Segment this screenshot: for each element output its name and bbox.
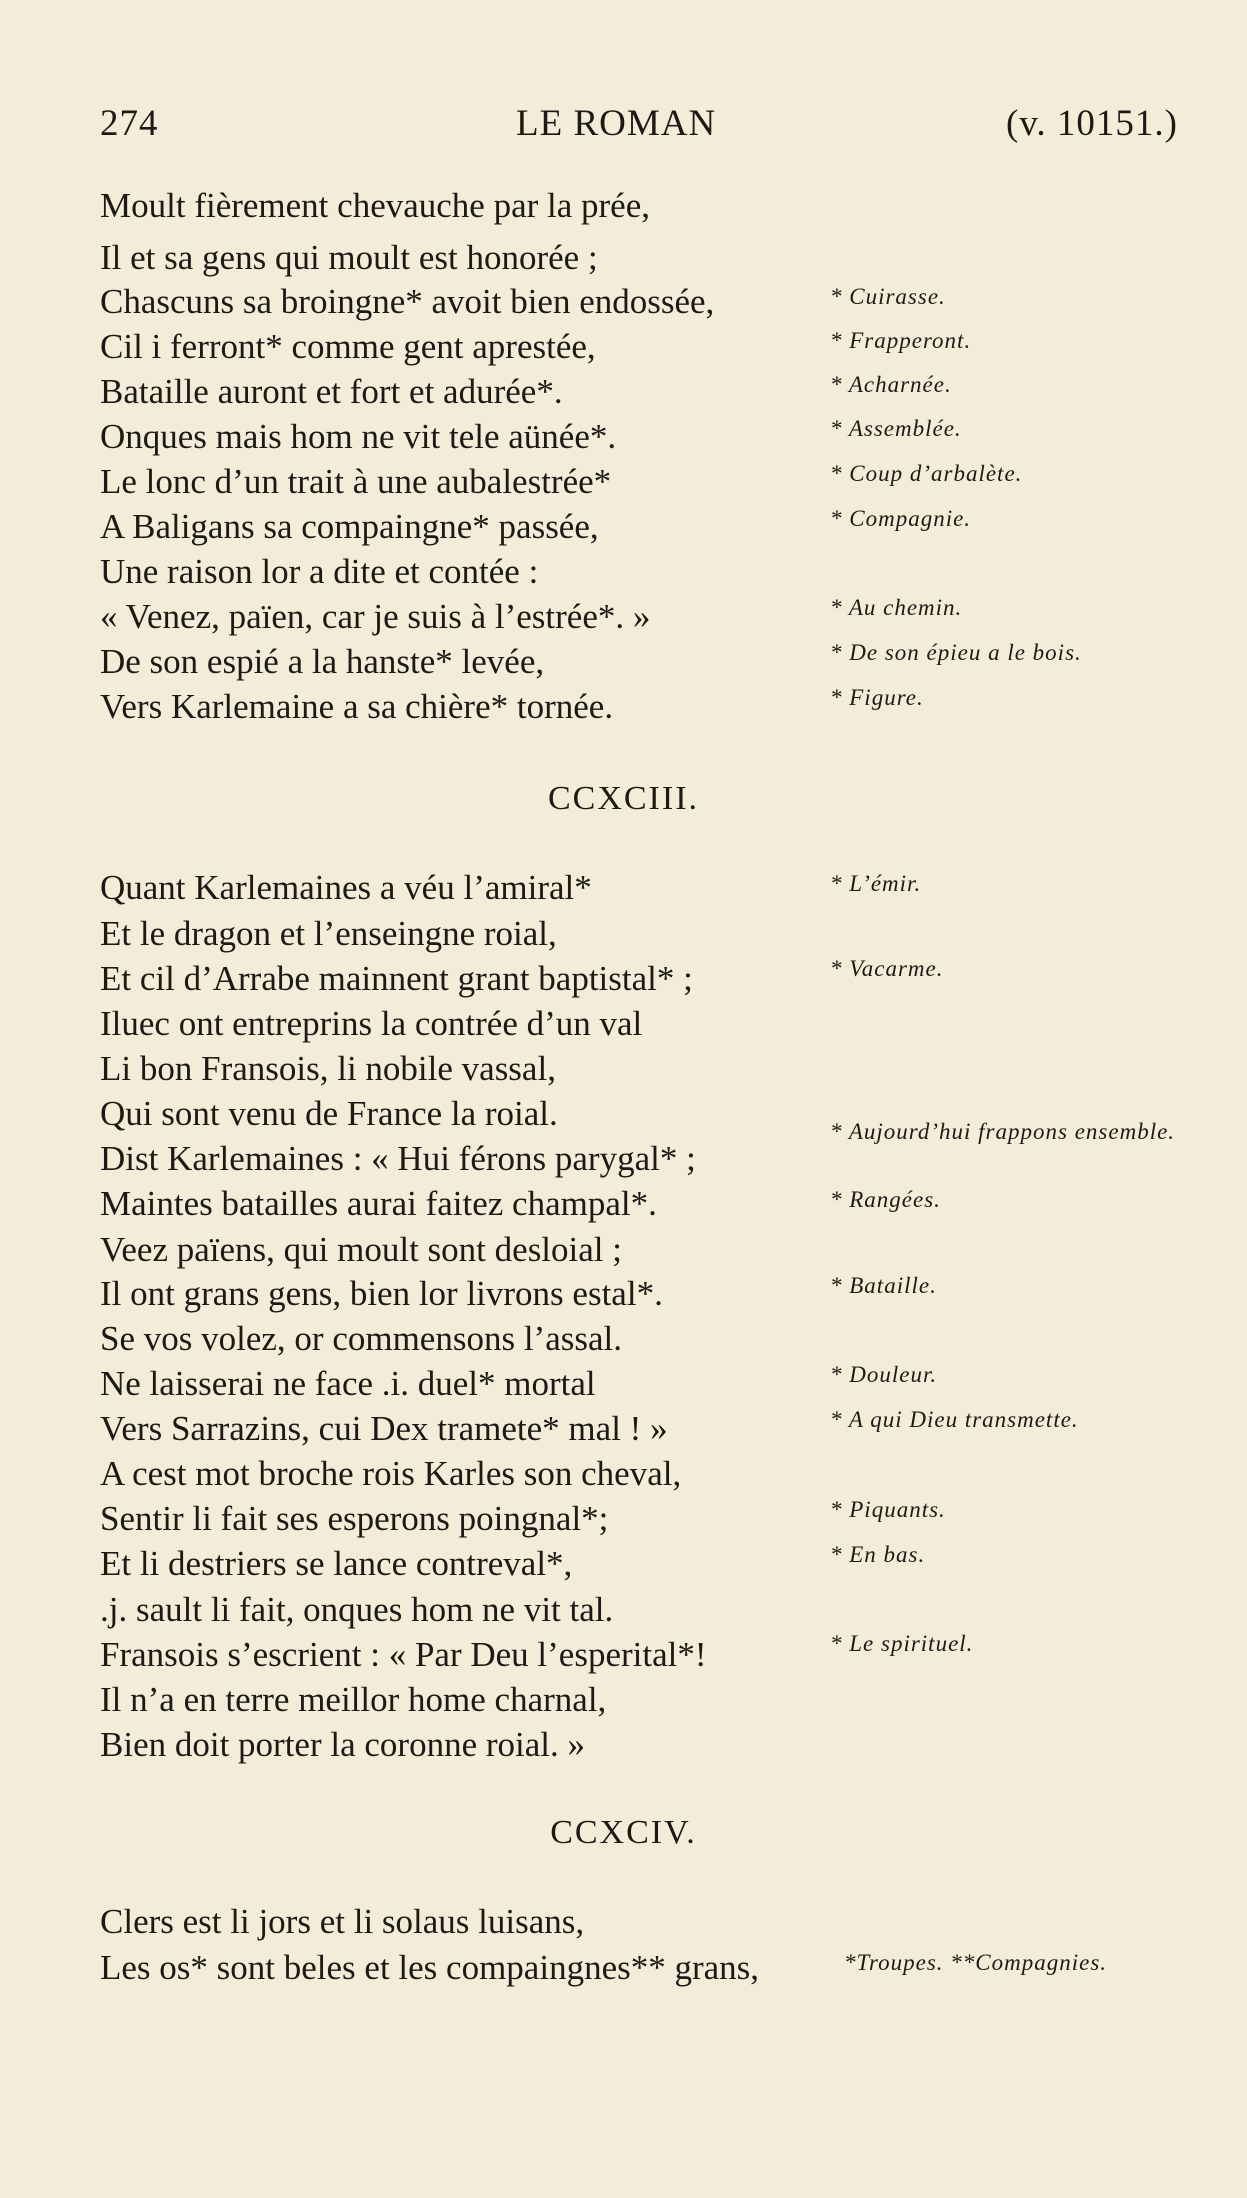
verse-line: Veez païens, qui moult sont desloial ;	[100, 1230, 622, 1269]
gloss-note: * Le spirituel.	[830, 1631, 974, 1656]
verse-line: Et le dragon et l’enseingne roial,	[100, 914, 557, 953]
verse-line: Et li destriers se lance contreval*,	[100, 1544, 573, 1583]
gloss-note: * Douleur.	[830, 1362, 938, 1387]
gloss-note: * Vacarme.	[830, 956, 944, 981]
verse-line: Sentir li fait ses esperons poingnal*;	[100, 1499, 609, 1538]
verse-line: Vers Karlemaine a sa chière* tornée.	[100, 687, 614, 726]
running-title: LE ROMAN	[516, 103, 717, 144]
gloss-note: *Troupes. **Compagnies.	[844, 1950, 1108, 1975]
gloss-note: * Acharnée.	[830, 372, 952, 397]
verse-line: Il et sa gens qui moult est honorée ;	[100, 238, 598, 277]
page-number: 274	[100, 103, 159, 144]
verse-line: Vers Sarrazins, cui Dex tramete* mal ! »	[100, 1409, 668, 1448]
verse-line: Li bon Fransois, li nobile vassal,	[100, 1049, 556, 1088]
verse-line: Qui sont venu de France la roial.	[100, 1094, 558, 1133]
gloss-note: * L’émir.	[830, 871, 922, 896]
gloss-note: * Assemblée.	[830, 416, 962, 441]
verse-line: « Venez, païen, car je suis à l’estrée*. »	[100, 597, 651, 636]
verse-line: Dist Karlemaines : « Hui férons parygal* ;	[100, 1139, 696, 1178]
verse-line: Il n’a en terre meillor home charnal,	[100, 1680, 607, 1719]
gloss-note: * En bas.	[830, 1542, 926, 1567]
verse-line: Se vos volez, or commensons l’assal.	[100, 1319, 622, 1358]
verse-line: A cest mot broche rois Karles son cheval,	[100, 1454, 682, 1493]
verse-line: Bien doit porter la coronne roial. »	[100, 1725, 585, 1764]
gloss-note: * Aujourd’hui frappons ensemble.	[830, 1119, 1176, 1144]
verse-line: De son espié a la hanste* levée,	[100, 642, 545, 681]
gloss-note: * Cuirasse.	[830, 284, 946, 309]
verse-reference: (v. 10151.)	[1006, 103, 1178, 144]
gloss-note: * Piquants.	[830, 1497, 946, 1522]
gloss-note: * De son épieu a le bois.	[830, 640, 1082, 665]
verse-line: Onques mais hom ne vit tele aünée*.	[100, 417, 617, 456]
verse-line: Iluec ont entreprins la contrée d’un val	[100, 1004, 643, 1043]
stanza-heading: CCXCIII.	[547, 780, 700, 817]
verse-line: Cil i ferront* comme gent aprestée,	[100, 327, 596, 366]
gloss-note: * A qui Dieu transmette.	[830, 1407, 1079, 1432]
gloss-note: * Au chemin.	[830, 595, 963, 620]
verse-line: A Baligans sa compaingne* passée,	[100, 507, 599, 546]
verse-line: Chascuns sa broingne* avoit bien endossée,	[100, 282, 715, 321]
verse-line: Le lonc d’un trait à une aubalestrée*	[100, 462, 612, 501]
verse-line: Une raison lor a dite et contée :	[100, 552, 539, 591]
verse-line: Quant Karlemaines a véu l’amiral*	[100, 868, 592, 907]
verse-line: Moult fièrement chevauche par la prée,	[100, 186, 651, 225]
gloss-note: * Figure.	[830, 685, 924, 710]
gloss-note: * Bataille.	[830, 1273, 937, 1298]
stanza-heading: CCXCIV.	[550, 1814, 697, 1851]
gloss-note: * Compagnie.	[830, 506, 972, 531]
running-header	[0, 102, 1247, 154]
verse-line: Fransois s’escrient : « Par Deu l’esperital*!	[100, 1635, 707, 1674]
verse-line: Ne laisserai ne face .i. duel* mortal	[100, 1364, 596, 1403]
verse-line: Clers est li jors et li solaus luisans,	[100, 1902, 585, 1941]
verse-line: Il ont grans gens, bien lor livrons estal*.	[100, 1274, 663, 1313]
verse-line: Maintes batailles aurai faitez champal*.	[100, 1184, 657, 1223]
gloss-note: * Coup d’arbalète.	[830, 461, 1023, 486]
gloss-note: * Rangées.	[830, 1187, 941, 1212]
verse-line: Et cil d’Arrabe mainnent grant baptistal* ;	[100, 959, 693, 998]
verse-line: .j. sault li fait, onques hom ne vit tal.	[100, 1590, 614, 1629]
verse-line: Bataille auront et fort et adurée*.	[100, 372, 563, 411]
verse-line: Les os* sont beles et les compaingnes** grans,	[100, 1948, 760, 1987]
gloss-note: * Frapperont.	[830, 328, 972, 353]
